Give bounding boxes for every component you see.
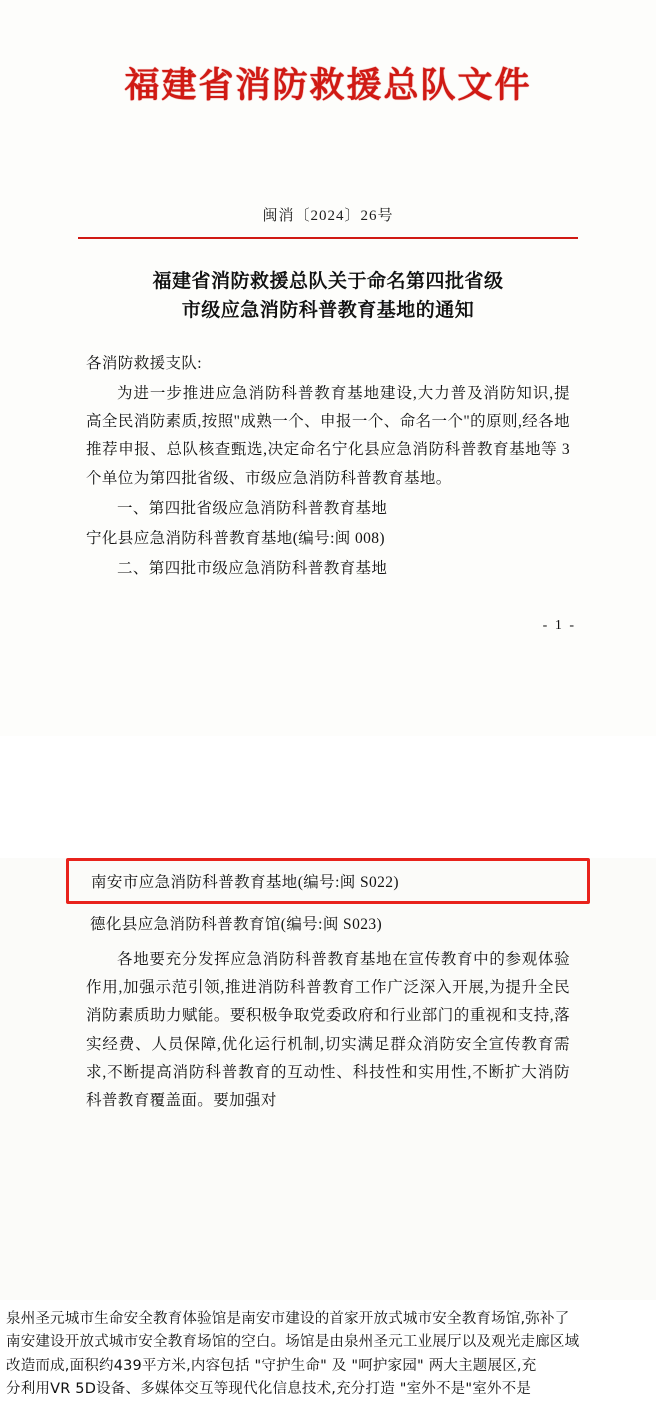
- highlighted-entry: 南安市应急消防科普教育基地(编号:闽 S022): [66, 858, 590, 904]
- document-body-page-1: [86, 350, 570, 584]
- document-title: [76, 267, 580, 326]
- document-body-page-2: [86, 946, 570, 1115]
- paragraph-1: 各地要充分发挥应急消防科普教育基地在宣传教育中的参观体验作用,加强示范引领,推进消防科普教育工作广泛深入开展,为提升全民消防素质助力赋能。要积极争取党委政府和行业部门的重视和支持,落实经费、人员保障,优化运行机制,切实满足群众消防安全宣传教育需求,不断提高消防科普教育的互动性、科技性和实用性,不断扩大消防科普教育覆盖面。要加强对: [86, 951, 570, 1110]
- list-item: 德化县应急消防科普教育馆(编号:闽 S023): [90, 916, 383, 933]
- caption-line-4: 分利用VR 5D设备、多媒体交互等现代化信息技术,充分打造 "室外不是"室外不是: [6, 1381, 532, 1398]
- section-1-item-1: 宁化县应急消防科普教育基地(编号:闽 008): [86, 530, 385, 548]
- document-title-line-1: 福建省消防救援总队关于命名第四批省级: [152, 271, 504, 292]
- page-number: - 1 -: [542, 617, 576, 633]
- caption-line-1: 泉州圣元城市生命安全教育体验馆是南安市建设的首家开放式城市安全教育场馆,弥补了: [6, 1311, 570, 1327]
- document-header-title: 福建省消防救援总队文件: [124, 65, 532, 106]
- document-page-2: [0, 858, 656, 1300]
- section-1-heading: 一、第四批省级应急消防科普教育基地: [117, 499, 388, 517]
- paragraph-1: 为进一步推进应急消防科普教育基地建设,大力普及消防知识,提高全民消防素质,按照"成熟一个、申报一个、命名一个"的原则,经各地推荐申报、总队核查甄选,决定命名宁化县应急消防科普教育基地等 3 个单位为第四批省级、市级应急消防科普教育基地。: [86, 385, 570, 487]
- caption-line-3: 改造而成,面积约439平方米,内容包括 "守护生命" 及 "呵护家园" 两大主题展区,充: [6, 1357, 537, 1374]
- salutation: 各消防救援支队:: [86, 354, 203, 372]
- document-number: 闽消〔2024〕26号: [262, 208, 394, 224]
- caption-block: [0, 1300, 656, 1398]
- section-2-heading: 二、第四批市级应急消防科普教育基地: [117, 560, 388, 578]
- scan-separator: [0, 736, 656, 748]
- caption-line-2: 南安建设开放式城市安全教育场馆的空白。场馆是由泉州圣元工业展厅以及观光走廊区域: [6, 1334, 580, 1351]
- red-divider-rule: [78, 237, 578, 239]
- document-title-line-2: 市级应急消防科普教育基地的通知: [181, 300, 475, 322]
